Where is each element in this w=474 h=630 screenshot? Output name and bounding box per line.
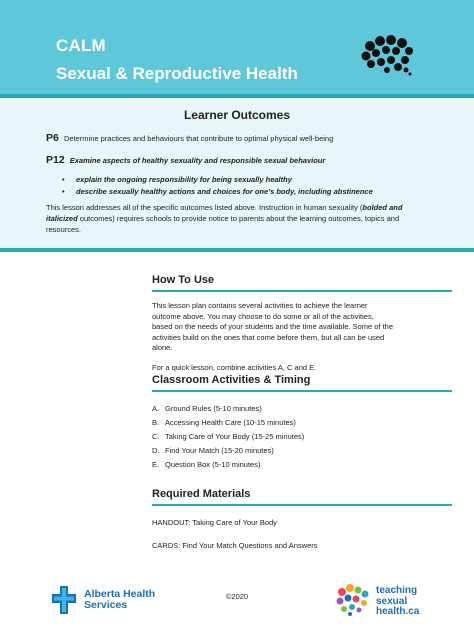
outcome-code: P12 bbox=[46, 154, 65, 166]
page-title: Sexual & Reproductive Health bbox=[56, 64, 298, 83]
section-title: Required Materials bbox=[152, 488, 452, 506]
section-title: How To Use bbox=[152, 274, 452, 292]
note-text: This lesson addresses all of the specific outcomes listed above. Instruction in human sexuality ( bbox=[46, 203, 363, 212]
tsh-line: health.ca bbox=[376, 606, 420, 617]
how-to-use-section bbox=[152, 274, 452, 373]
header-banner bbox=[0, 0, 474, 98]
copyright: ©2020 bbox=[225, 592, 249, 601]
classroom-activities-section bbox=[152, 374, 452, 472]
material-item: HANDOUT: Taking Care of Your Body bbox=[152, 518, 277, 527]
note-text: outcomes) requires schools to provide notice to parents about the learning outcomes, topics and resources. bbox=[46, 214, 400, 234]
outcome-text: Examine aspects of healthy sexuality and responsible sexual behaviour bbox=[69, 156, 326, 165]
teaching-sexual-health-logo bbox=[334, 582, 378, 618]
course-name: CALM bbox=[56, 36, 106, 55]
brain-icon bbox=[360, 34, 414, 76]
activity-label: Find Your Match (15-20 minutes) bbox=[165, 446, 274, 455]
paragraph: For a quick lesson, combine activities A, C and E. bbox=[152, 362, 317, 372]
activities-list bbox=[152, 402, 452, 472]
activity-label: Accessing Health Care (10-15 minutes) bbox=[165, 418, 296, 427]
specific-outcomes-list bbox=[62, 174, 462, 198]
tsh-line: sexual bbox=[376, 595, 408, 607]
section-title: Classroom Activities & Timing bbox=[152, 374, 452, 392]
note-emphasis: bolded and italicized bbox=[46, 203, 403, 223]
outcome-p6 bbox=[46, 132, 446, 144]
list-item: • explain the ongoing responsibility for being sexually healthy bbox=[62, 174, 462, 186]
ahs-wordmark bbox=[84, 589, 155, 611]
tsh-line: teaching bbox=[376, 585, 418, 596]
material-item: CARDS: Find Your Match Questions and Answers bbox=[152, 541, 318, 550]
ahs-line: Services bbox=[84, 599, 128, 611]
list-letter: D. bbox=[152, 446, 160, 455]
tsh-wordmark bbox=[376, 586, 419, 618]
list-item bbox=[152, 458, 452, 472]
list-letter: C. bbox=[152, 432, 160, 441]
parent-notice-text bbox=[46, 202, 436, 235]
list-letter: B. bbox=[152, 418, 160, 427]
list-item bbox=[152, 416, 452, 430]
outcome-code: P6 bbox=[46, 132, 59, 144]
list-item bbox=[152, 402, 452, 416]
list-letter: A. bbox=[152, 404, 160, 413]
outcome-p12 bbox=[46, 154, 446, 166]
required-materials-section bbox=[152, 488, 452, 550]
activity-label: Question Box (5-10 minutes) bbox=[165, 460, 261, 469]
list-item: • describe sexually healthy actions and choices for one’s body, including abstinence bbox=[62, 186, 462, 198]
list-letter: E. bbox=[152, 460, 160, 469]
list-item bbox=[152, 430, 452, 444]
list-item bbox=[152, 444, 452, 458]
activity-label: Ground Rules (5-10 minutes) bbox=[165, 404, 262, 413]
learner-outcomes-heading: Learner Outcomes bbox=[183, 108, 291, 122]
activity-label: Taking Care of Your Body (15-25 minutes) bbox=[165, 432, 305, 441]
outcome-text: Determine practices and behaviours that contribute to optimal physical well-being bbox=[63, 134, 334, 143]
learner-outcomes-panel bbox=[0, 98, 474, 252]
paragraph: This lesson plan contains several activities to achieve the learner outcome above. You may choose to do some or all of the activities, based on the needs of your students and the time available. Some of the activities build on the ones that come before them, but all can be used alone. bbox=[152, 301, 393, 352]
ahs-line: Alberta Health bbox=[84, 588, 156, 600]
